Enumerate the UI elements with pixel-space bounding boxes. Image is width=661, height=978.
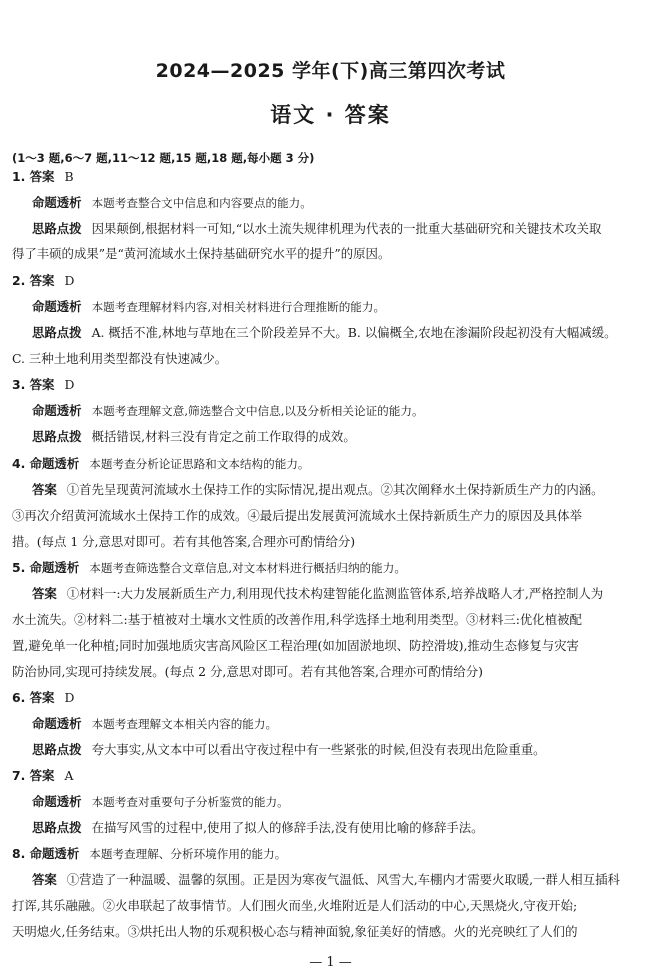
q4-answer-line (32, 481, 604, 499)
q4-answer-1: ①首先呈现黄河流域水土保持工作的实际情况,提出观点。②其次阐释水土保持新质生产力的内涵。 (66, 482, 604, 497)
q8-analysis: 本题考查理解、分析环境作用的能力。 (89, 847, 287, 861)
q2-hint-line (32, 324, 616, 342)
q1-analysis-line (32, 194, 312, 212)
q6-answer-line (12, 689, 74, 707)
q8-number: 8. 命题透析 (12, 846, 80, 861)
q3-number: 3. 答案 (12, 377, 55, 392)
q6-analysis: 本题考查理解文本相关内容的能力。 (91, 717, 278, 731)
q3-analysis-line (32, 402, 424, 420)
q6-analysis-line (32, 715, 277, 733)
q8-answer-line-2: 打诨,其乐融融。②火串联起了故事情节。人们围火而坐,火堆附近是人们活动的中心,天黑烧火,守夜开始; (12, 898, 578, 913)
q1-hint-1: 因果颠倒,根据材料一可知,“以水土流失规律机理为代表的一批重大基础研究和关键技术攻关取 (91, 221, 602, 236)
q1-answer-line (12, 168, 74, 186)
q7-number: 7. 答案 (12, 768, 55, 783)
q2-hint-line-2: C. 三种土地利用类型都没有快速减少。 (12, 351, 228, 366)
q7-hint-1: 在描写风雪的过程中,使用了拟人的修辞手法,没有使用比喻的修辞手法。 (91, 820, 484, 835)
exam-title: 2024—2025 学年(下)高三第四次考试 (155, 60, 506, 82)
q3-hint-label: 思路点拨 (32, 429, 82, 444)
q4-answer-label: 答案 (32, 482, 57, 497)
q8-analysis-line (12, 845, 286, 863)
q2-answer-line (12, 272, 74, 290)
q7-hint-label: 思路点拨 (32, 820, 82, 835)
q7-answer-line (12, 767, 73, 785)
q3-hint-line (32, 428, 356, 446)
q7-analysis: 本题考查对重要句子分析鉴赏的能力。 (91, 795, 289, 809)
q7-answer: A (64, 768, 74, 783)
q6-hint-1: 夸大事实,从文本中可以看出守夜过程中有一些紧张的时候,但没有表现出危险重重。 (91, 742, 546, 757)
q2-analysis-line (32, 298, 385, 316)
q8-answer-1: ①营造了一种温暖、温馨的氛围。正是因为寒夜气温低、风雪大,车棚内才需要火取暖,一群人相互插科 (66, 872, 620, 887)
q8-answer-line (32, 871, 620, 889)
page-number: — 1 — (309, 955, 352, 970)
q5-answer-line-3: 置,避免单一化种植;同时加强地质灾害高风险区工程治理(如加固淤地坝、防控滑坡),推动生态修复与灾害 (12, 638, 579, 653)
q6-hint-label: 思路点拨 (32, 742, 82, 757)
q5-number: 5. 命题透析 (12, 560, 80, 575)
q5-answer-label: 答案 (32, 586, 57, 601)
q4-analysis: 本题考查分析论证思路和文本结构的能力。 (89, 457, 310, 471)
q1-hint-label: 思路点拨 (32, 221, 82, 236)
q7-analysis-label: 命题透析 (32, 794, 82, 809)
q4-answer-line-3: 措。(每点 1 分,意思对即可。若有其他答案,合理亦可酌情给分) (12, 534, 356, 549)
q2-analysis-label: 命题透析 (32, 299, 82, 314)
q6-answer: D (64, 690, 75, 705)
q5-answer-line-2: 水土流失。②材料二:基于植被对土壤水文性质的改善作用,科学选择土地利用类型。③材料三:优化植被配 (12, 612, 582, 627)
q5-answer-1: ①材料一:大力发展新质生产力,利用现代技术构建智能化监测监管体系,培养战略人才,严格控制人为 (66, 586, 604, 601)
q5-analysis-line (12, 559, 406, 577)
q8-answer-label: 答案 (32, 872, 57, 887)
q2-hint-1: A. 概括不准,林地与草地在三个阶段差异不大。B. 以偏概全,农地在渗漏阶段起初没有大幅减缓。 (91, 325, 617, 340)
q2-number: 2. 答案 (12, 273, 55, 288)
q3-answer-line (12, 376, 74, 394)
q1-analysis: 本题考查整合文中信息和内容要点的能力。 (91, 196, 312, 210)
q3-hint-1: 概括错误,材料三没有肯定之前工作取得的成效。 (91, 429, 356, 444)
q6-analysis-label: 命题透析 (32, 716, 82, 731)
exam-subtitle: 语文 · 答案 (270, 103, 391, 127)
q5-answer-line (32, 585, 603, 603)
q7-hint-line (32, 819, 484, 837)
q1-number: 1. 答案 (12, 169, 55, 184)
q2-answer: D (64, 273, 75, 288)
q1-analysis-label: 命题透析 (32, 195, 82, 210)
q4-number: 4. 命题透析 (12, 456, 80, 471)
q3-analysis-label: 命题透析 (32, 403, 82, 418)
q5-analysis: 本题考查筛选整合文章信息,对文本材料进行概括归纳的能力。 (89, 561, 406, 575)
q1-hint-line (32, 220, 601, 238)
q8-answer-line-3: 天明熄火,任务结束。③烘托出人物的乐观积极心态与精神面貌,象征美好的情感。火的光亮映红了人们的 (12, 924, 578, 939)
q2-hint-label: 思路点拨 (32, 325, 82, 340)
q2-analysis: 本题考查理解材料内容,对相关材料进行合理推断的能力。 (91, 300, 386, 314)
q1-answer: B (64, 169, 74, 184)
q7-analysis-line (32, 793, 289, 811)
q4-analysis-line (12, 455, 310, 473)
q5-answer-line-4: 防治协同,实现可持续发展。(每点 2 分,意思对即可。若有其他答案,合理亦可酌情给分) (12, 664, 483, 679)
q3-analysis: 本题考查理解文意,筛选整合文中信息,以及分析相关论证的能力。 (91, 404, 424, 418)
q6-hint-line (32, 741, 546, 759)
q3-answer: D (64, 377, 75, 392)
q6-number: 6. 答案 (12, 690, 55, 705)
q4-answer-line-2: ③再次介绍黄河流域水土保持工作的成效。④最后提出发展黄河流域水土保持新质生产力的原因及具体举 (12, 508, 582, 523)
q1-hint-line-2: 得了丰硕的成果”是“黄河流域水土保持基础研究水平的提升”的原因。 (12, 246, 391, 261)
scoring-note: (1～3 题,6～7 题,11～12 题,15 题,18 题,每小题 3 分) (12, 151, 315, 165)
